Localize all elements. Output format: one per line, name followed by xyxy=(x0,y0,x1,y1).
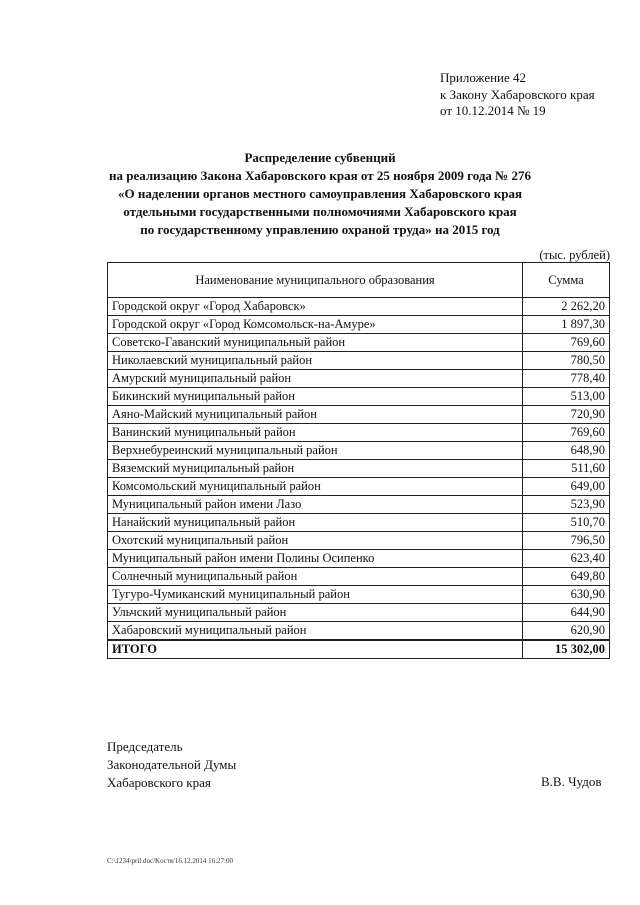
row-name: Комсомольский муниципальный район xyxy=(108,478,523,496)
row-name: Ванинский муниципальный район xyxy=(108,424,523,442)
table-row xyxy=(108,352,610,370)
appendix-number: Приложение 42 xyxy=(440,70,527,85)
row-sum: 2 262,20 xyxy=(523,298,610,316)
row-name: Бикинский муниципальный район xyxy=(108,388,523,406)
row-name: Солнечный муниципальный район xyxy=(108,568,523,586)
row-sum: 1 897,30 xyxy=(523,316,610,334)
appendix-header xyxy=(440,70,595,120)
row-name: Амурский муниципальный район xyxy=(108,370,523,388)
row-sum: 796,50 xyxy=(523,532,610,550)
signatory-name: В.В. Чудов xyxy=(541,774,602,789)
row-name: Советско-Гаванский муниципальный район xyxy=(108,334,523,352)
table-row xyxy=(108,568,610,586)
row-sum: 523,90 xyxy=(523,496,610,514)
appendix-date: от 10.12.2014 № 19 xyxy=(440,103,546,118)
signature-block xyxy=(107,738,236,792)
table-row xyxy=(108,496,610,514)
total-row xyxy=(108,640,610,659)
row-sum: 648,90 xyxy=(523,442,610,460)
row-sum: 623,40 xyxy=(523,550,610,568)
table-row xyxy=(108,424,610,442)
total-label: ИТОГО xyxy=(108,640,523,659)
table-row xyxy=(108,622,610,641)
header-sum: Сумма xyxy=(523,263,610,298)
row-name: Нанайский муниципальный район xyxy=(108,514,523,532)
table-row xyxy=(108,316,610,334)
row-sum: 720,90 xyxy=(523,406,610,424)
title-line-4: отдельными государственными полномочиями Хабаровского края xyxy=(123,204,517,219)
row-sum: 649,80 xyxy=(523,568,610,586)
table-row xyxy=(108,604,610,622)
row-name: Охотский муниципальный район xyxy=(108,532,523,550)
row-sum: 769,60 xyxy=(523,334,610,352)
table-row xyxy=(108,514,610,532)
row-sum: 769,60 xyxy=(523,424,610,442)
title-line-1: Распределение субвенций xyxy=(244,150,396,165)
appendix-law: к Закону Хабаровского края xyxy=(440,86,595,102)
row-name: Городской округ «Город Хабаровск» xyxy=(108,298,523,316)
table-row xyxy=(108,334,610,352)
row-name: Тугуро-Чумиканский муниципальный район xyxy=(108,586,523,604)
row-sum: 644,90 xyxy=(523,604,610,622)
table-row xyxy=(108,460,610,478)
title-line-3: «О наделении органов местного самоуправления Хабаровского края xyxy=(118,186,522,201)
row-name: Ульчский муниципальный район xyxy=(108,604,523,622)
row-name: Николаевский муниципальный район xyxy=(108,352,523,370)
row-sum: 649,00 xyxy=(523,478,610,496)
table-row xyxy=(108,478,610,496)
row-name: Хабаровский муниципальный район xyxy=(108,622,523,641)
table-header-row xyxy=(108,263,610,298)
table-row xyxy=(108,532,610,550)
row-sum: 780,50 xyxy=(523,352,610,370)
table-row xyxy=(108,586,610,604)
header-name: Наименование муниципального образования xyxy=(108,263,523,298)
row-name: Городской округ «Город Комсомольск-на-Амуре» xyxy=(108,316,523,334)
file-path-footer: C:\1234\pril.doc/Kocтя/16.12.2014 16:27:00 xyxy=(107,857,233,865)
unit-label: (тыс. рублей) xyxy=(539,248,610,262)
row-name: Муниципальный район имени Лазо xyxy=(108,496,523,514)
row-sum: 620,90 xyxy=(523,622,610,641)
title-line-5: по государственному управлению охраной труда» на 2015 год xyxy=(140,222,500,237)
total-sum: 15 302,00 xyxy=(523,640,610,659)
table-row xyxy=(108,550,610,568)
table-row xyxy=(108,442,610,460)
row-sum: 510,70 xyxy=(523,514,610,532)
row-sum: 513,00 xyxy=(523,388,610,406)
row-name: Аяно-Майский муниципальный район xyxy=(108,406,523,424)
signature-title-3: Хабаровского края xyxy=(107,775,211,790)
row-name: Муниципальный район имени Полины Осипенко xyxy=(108,550,523,568)
table-row xyxy=(108,298,610,316)
row-sum: 778,40 xyxy=(523,370,610,388)
row-name: Вяземский муниципальный район xyxy=(108,460,523,478)
signature-title-1: Председатель xyxy=(107,739,183,754)
subvention-table xyxy=(107,262,610,659)
table-row xyxy=(108,388,610,406)
row-sum: 630,90 xyxy=(523,586,610,604)
document-title xyxy=(60,149,580,239)
title-line-2: на реализацию Закона Хабаровского края от 25 ноября 2009 года № 276 xyxy=(109,168,531,183)
table-row xyxy=(108,370,610,388)
row-name: Верхнебуреинский муниципальный район xyxy=(108,442,523,460)
signature-title-2: Законодательной Думы xyxy=(107,757,237,772)
row-sum: 511,60 xyxy=(523,460,610,478)
table-row xyxy=(108,406,610,424)
